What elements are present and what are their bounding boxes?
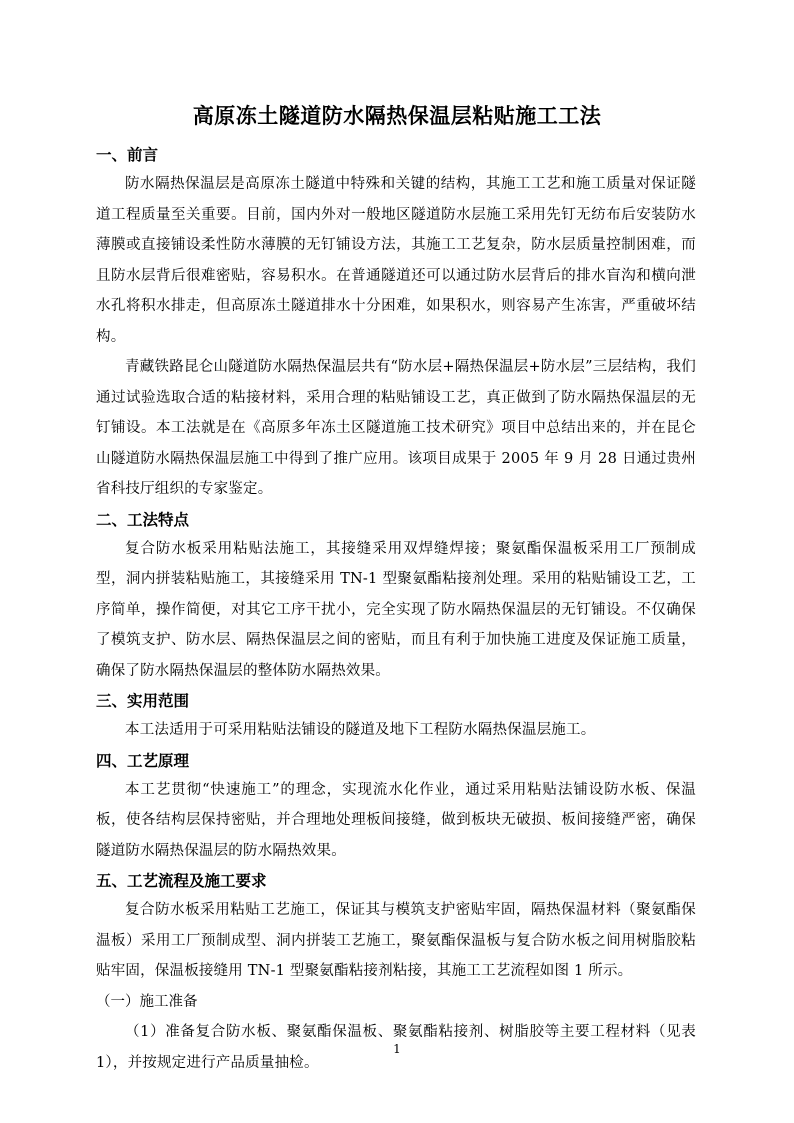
document-title: 高原冻土隧道防水隔热保温层粘贴施工工法 bbox=[192, 103, 602, 128]
section-principle bbox=[96, 746, 696, 867]
paragraph: 防水隔热保温层是高原冻土隧道中特殊和关键的结构，其施工工艺和施工质量对保证隧道工程质量至关重要。目前，国内外对一般地区隧道防水层施工采用先钉无纺布后安装防水薄膜或直接铺设柔性防水薄膜的无钉铺设方法，其施工工艺复杂，防水层质量控制困难，而且防水层背后很难密贴，容易积水。在普通隧道还可以通过防水层背后的排水盲沟和横向泄水孔将积水排走，但高原冻土隧道排水十分困难，如果积水，则容易产生冻害，严重破坏结构。 bbox=[96, 176, 696, 345]
page-number: 1 bbox=[393, 1042, 401, 1056]
paragraph: （1）准备复合防水板、聚氨酯保温板、聚氨酯粘接剂、树脂胶等主要工程材料（见表 1），并按规定进行产品质量抽检。 bbox=[96, 1024, 696, 1071]
subsection-heading: （一）施工准备 bbox=[96, 993, 198, 1010]
paragraph: 青藏铁路昆仑山隧道防水隔热保温层共有“防水层+隔热保温层+防水层”三层结构，我们通过试验选取合适的粘接材料，采用合理的粘贴铺设工艺，真正做到了防水隔热保温层的无钉铺设。本工法就是在《高原多年冻土区隧道施工技术研究》项目中总结出来的，并在昆仑山隧道防水隔热保温层施工中得到了推广应用。该项目成果于 2005 年 9 月 28 日通过贵州省科技厅组织的专家鉴定。 bbox=[96, 359, 696, 497]
document-body bbox=[96, 140, 696, 1078]
paragraph: 复合防水板采用粘贴工艺施工，保证其与模筑支护密贴牢固，隔热保温材料（聚氨酯保温板）采用工厂预制成型、洞内拼装工艺施工，聚氨酯保温板与复合防水板之间用树脂胶粘贴牢固，保温板接缝用 TN-1 型聚氨酯粘接剂粘接，其施工工艺流程如图 1 所示。 bbox=[96, 902, 696, 979]
section-features bbox=[96, 505, 696, 687]
section-heading: 一、前言 bbox=[96, 145, 159, 164]
section-heading: 五、工艺流程及施工要求 bbox=[96, 871, 267, 890]
paragraph: 本工法适用于可采用粘贴法铺设的隧道及地下工程防水隔热保温层施工。 bbox=[125, 722, 596, 738]
section-heading: 四、工艺原理 bbox=[96, 750, 190, 770]
section-heading: 二、工法特点 bbox=[96, 509, 190, 529]
section-heading: 三、实用范围 bbox=[96, 691, 190, 710]
paragraph: 复合防水板采用粘贴法施工，其接缝采用双焊缝焊接；聚氨酯保温板采用工厂预制成型，洞内拼装粘贴施工，其接缝采用 TN-1 型聚氨酯粘接剂处理。采用的粘贴铺设工艺，工序简单，操作简便，对其它工序干扰小，完全实现了防水隔热保温层的无钉铺设。不仅确保了模筑支护、防水层、隔热保温层之间的密贴，而且有利于加快施工进度及保证施工质量，确保了防水隔热保温层的整体防水隔热效果。 bbox=[96, 540, 696, 679]
section-scope bbox=[96, 686, 696, 746]
section-preface bbox=[96, 140, 696, 505]
paragraph: 本工艺贯彻“快速施工”的理念，实现流水化作业，通过采用粘贴法铺设防水板、保温板，使各结构层保持密贴，并合理地处理板间接缝，做到板块无破损、板间接缝严密，确保隧道防水隔热保温层的防水隔热效果。 bbox=[96, 781, 696, 859]
